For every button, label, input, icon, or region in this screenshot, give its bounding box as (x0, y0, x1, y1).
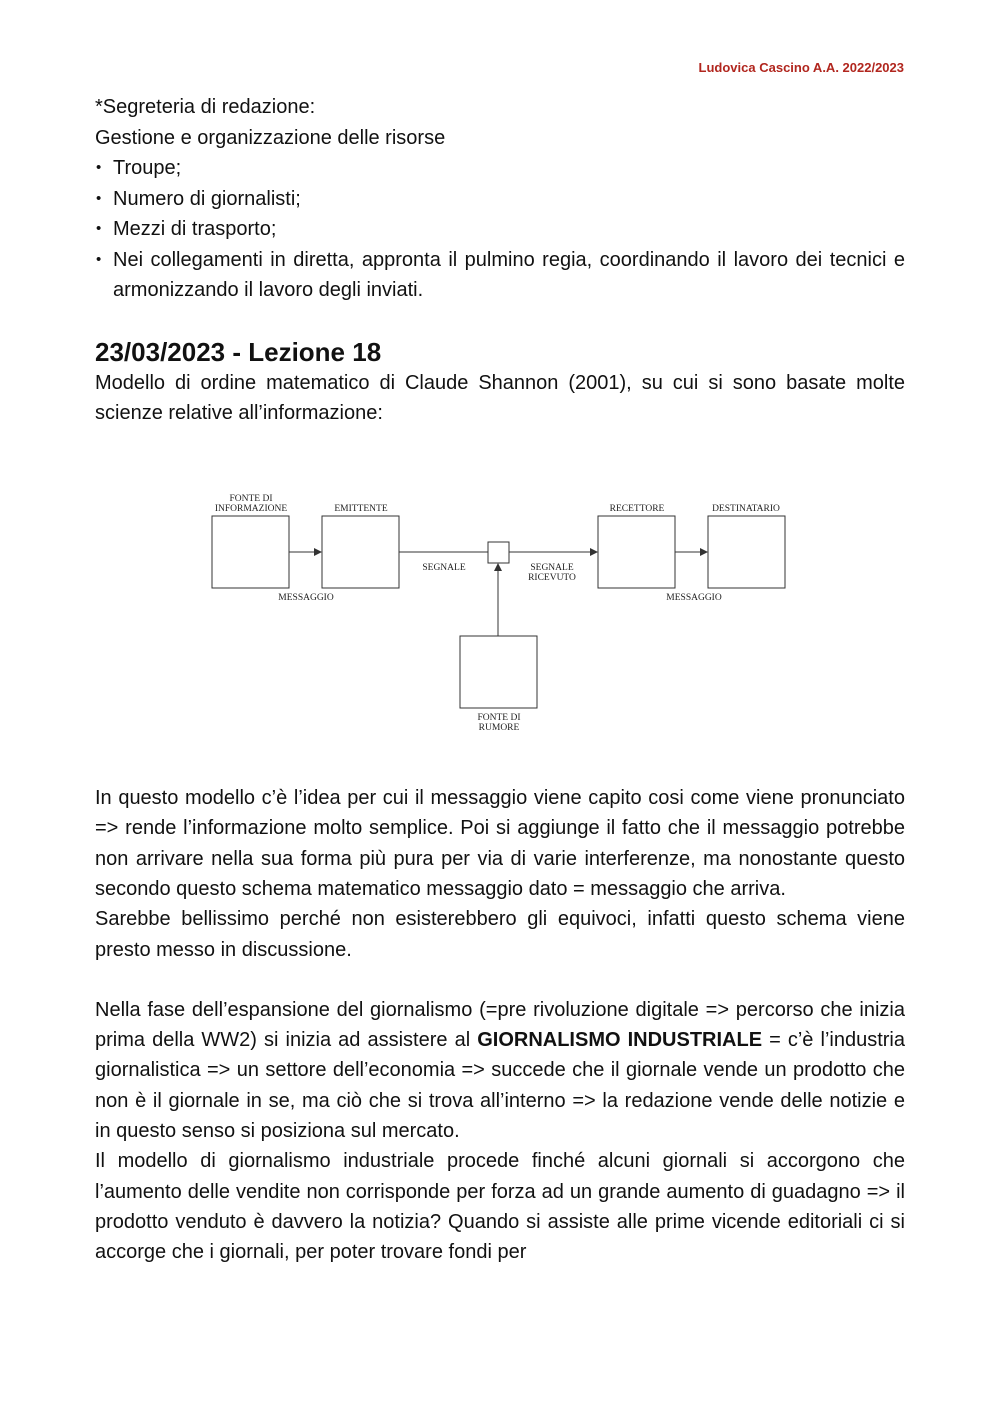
paragraph-text: = c’è l’industria giornalistica => un settore dell’economia => succede che il giornale vende un prodotto che non è il giornale in se, ma ciò che si trova all’interno => la redazione vende delle notizie e in questo senso si posiziona sul mercato. (95, 1029, 905, 1143)
noise-point-box (488, 542, 509, 563)
section-title-segreteria: *Segreteria di redazione: (95, 96, 316, 118)
label-noise-source: FONTE DI (477, 713, 521, 724)
page-content (95, 92, 905, 1268)
label-message-right: MESSAGGIO (666, 593, 722, 604)
bullet-list (95, 153, 905, 306)
lesson-intro-paragraph: Modello di ordine matematico di Claude Shannon (2001), su cui si sono basate molte scienze relative all’informazione: (95, 371, 905, 424)
list-item: • Troupe; (95, 153, 905, 184)
list-item: • Numero di giornalisti; (95, 184, 905, 215)
noise-source-box (460, 636, 537, 708)
label-source: FONTE DI (229, 494, 273, 505)
list-item: • Mezzi di trasporto; (95, 214, 905, 245)
body-paragraph-modello-industriale: Il modello di giornalismo industriale procede finché alcuni giornali si accorgono che l’aumento delle vendite non corrisponde per forza ad un grande aumento di guadagno => il prodotto venduto è davvero la notizia? Quando si assiste alle prime vicende editoriali ci si accorge che i giornali, per poter trovare fondi per (95, 1150, 905, 1264)
body-paragraph-model: In questo modello c’è l’idea per cui il messaggio viene capito cosi come viene pronunciato => rende l’informazione molto semplice. Poi si aggiunge il fatto che il messaggio potrebbe non arrivare nella sua forma più pura per via di varie interferenze, ma nonostante questo secondo questo schema matematico messaggio dato = messaggio che arriva. (95, 787, 905, 900)
label-noise-source: RUMORE (478, 723, 520, 734)
body-paragraph-equivoci: Sarebbe bellissimo perché non esisterebbero gli equivoci, infatti questo schema viene presto messo in discussione. (95, 908, 905, 961)
label-transmitter: EMITTENTE (334, 504, 388, 515)
body-paragraph-industriale (95, 995, 905, 1146)
label-source: INFORMAZIONE (214, 504, 288, 515)
shannon-diagram (95, 486, 905, 751)
list-item: • Nei collegamenti in diretta, approntа il pulmino regia, coordinando il lavoro dei tecnici e armonizzando il lavoro degli inviati. (95, 245, 905, 306)
transmitter-box (322, 516, 399, 588)
section-subtitle: Gestione e organizzazione delle risorse (95, 126, 446, 149)
lesson-heading: 23/03/2023 - Lezione 18 (95, 336, 382, 367)
label-received-signal: SEGNALE (530, 563, 574, 574)
receiver-box (598, 516, 675, 588)
label-received-signal: RICEVUTO (528, 573, 576, 584)
shannon-diagram-figure (95, 486, 905, 751)
label-destination: DESTINATARIO (712, 504, 780, 515)
page-header-author: Ludovica Cascino A.A. 2022/2023 (698, 60, 904, 75)
paragraph-text: Nella fase dell’espansione del giornalismo (=pre rivoluzione digitale => percorso che inizia prima della WW2) si inizia ad assistere al (95, 998, 905, 1052)
label-signal: SEGNALE (422, 563, 466, 574)
destination-box (708, 516, 785, 588)
label-receiver: RECETTORE (609, 504, 665, 515)
bold-term: GIORNALISMO INDUSTRIALE (477, 1029, 763, 1052)
label-message-left: MESSAGGIO (278, 593, 334, 604)
source-box (212, 516, 289, 588)
